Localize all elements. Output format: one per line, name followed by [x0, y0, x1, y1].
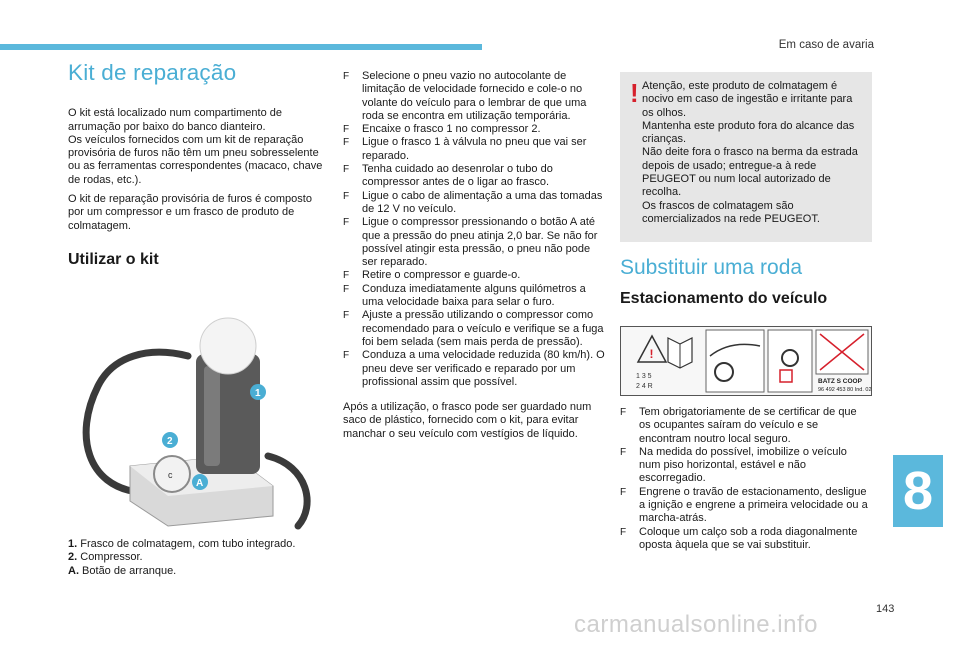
kit-composition-paragraph: O kit de reparação provisória de furos é composto por um compressor e um frasco de produto de colmatagem.	[68, 193, 312, 232]
page-number: 143	[876, 603, 895, 615]
list-item: F Engrene o travão de estacionamento, desligue a ignição e engrene a primeira velocidade ou a marcha-atrás.	[620, 485, 868, 525]
list-item: F Tem obrigatoriamente de se certificar de que os ocupantes saíram do veículo e se encontram noutro local seguro.	[620, 406, 857, 445]
column-1	[68, 60, 323, 266]
caption-1: 1. Frasco de colmatagem, com tubo integrado.	[68, 538, 296, 550]
svg-text:1 3 5: 1 3 5	[636, 373, 652, 380]
kit-title: Kit de reparação	[68, 60, 237, 85]
list-item: F Na medida do possível, imobilize o veículo num piso horizontal, estável e não escorregadio.	[620, 445, 847, 485]
use-kit-subtitle: Utilizar o kit	[68, 250, 159, 268]
warning-text: Atenção, este produto de colmatagem é nocivo em caso de ingestão e irritante para os olhos. Mantenha este produto fora do alcance das crianças. Não deite fora o frasco na berma da estrada depois de usado; entregue-a à rede PEUGEOT ou num local autorizado de recolha. Os frascos de colmatagem são comercializados na rede PEUGEOT.	[642, 80, 858, 225]
list-item: F Encaixe o frasco 1 no compressor 2.	[343, 123, 541, 136]
label-manufacturer: BATZ S COOP	[818, 378, 862, 385]
bullet-marker: F	[343, 310, 350, 322]
parking-steps-list	[620, 406, 870, 552]
list-item: F Ligue o cabo de alimentação a uma das tomadas de 12 V no veículo.	[343, 189, 603, 215]
warning-box	[620, 72, 872, 242]
kit-location-paragraph: O kit está localizado num compartimento de arrumação por baixo do banco dianteiro. Os veículos fornecidos com um kit de reparação provisória de furos não têm um pneu sobresselente ou as ferramentas correspondentes (macaco, chave de rodas, etc.).	[68, 107, 323, 186]
bullet-marker: F	[343, 270, 350, 282]
caption-a: A. Botão de arranque.	[68, 564, 177, 577]
bullet-marker: F	[620, 407, 627, 418]
bullet-marker: F	[620, 486, 627, 498]
parking-instructions-label	[620, 326, 872, 396]
figure-label-2: 2	[167, 436, 173, 447]
repair-steps-list	[343, 70, 605, 389]
warning-icon: !	[630, 78, 639, 108]
list-item: F Ligue o compressor pressionando o botão A até que a pressão do pneu atinja 2,0 bar. Se não for possível atingir esta pressão, o pneu não pode ser reparado.	[343, 216, 598, 269]
bullet-marker: F	[620, 526, 627, 538]
figure-label-1: 1	[255, 388, 261, 399]
after-use-paragraph: Após a utilização, o frasco pode ser guardado num saco de plástico, fornecido com o kit, para evitar manchar o seu veículo com vestígios de líquido.	[343, 401, 592, 440]
header-accent-bar	[0, 44, 482, 50]
list-item: F Coloque um calço sob a roda diagonalmente oposta àquela que se vai substituir.	[620, 525, 858, 551]
figure-label-a: A	[196, 478, 204, 489]
bullet-marker: F	[343, 124, 350, 136]
list-item: F Selecione o pneu vazio no autocolante de limitação de velocidade fornecido e cole-o no volante do veículo para o lembrar de que uma roda se encontra em utilização temporária.	[343, 70, 587, 122]
caption-2: 2. Compressor.	[68, 551, 143, 564]
column-2	[343, 70, 605, 447]
label-reference: 96 492 453 80 Ind. 02	[818, 387, 872, 393]
bullet-marker: F	[343, 350, 350, 362]
list-item: F Retire o compressor e guarde-o.	[343, 269, 521, 282]
bullet-marker: F	[343, 283, 350, 295]
list-item: F Ligue o frasco 1 à válvula no pneu que vai ser reparado.	[343, 136, 587, 162]
chapter-tab: 8	[893, 455, 943, 527]
bullet-marker: F	[620, 446, 627, 458]
list-item: F Conduza a uma velocidade reduzida (80 km/h). O pneu deve ser verificado e reparado por um profissional assim que possível.	[343, 349, 605, 388]
svg-text:!: !	[649, 347, 654, 361]
svg-text:2 4 R: 2 4 R	[636, 383, 653, 390]
figure-captions	[68, 538, 323, 578]
list-item: F Ajuste a pressão utilizando o compressor como recomendado para o veículo e verifique se a fuga foi bem selada (sem mais perda de pressão).	[343, 309, 604, 348]
change-wheel-title: Substituir uma roda	[620, 256, 803, 279]
bullet-marker: F	[343, 164, 350, 176]
parking-subtitle: Estacionamento do veículo	[620, 290, 828, 307]
repair-kit-illustration	[68, 316, 320, 530]
bullet-marker: F	[343, 190, 350, 202]
section-header: Em caso de avaria	[778, 39, 874, 51]
list-item: F Tenha cuidado ao desenrolar o tubo do compressor antes de o ligar ao frasco.	[343, 163, 553, 189]
parking-steps	[620, 406, 870, 552]
bullet-marker: F	[343, 217, 350, 229]
svg-text:c: c	[168, 470, 173, 480]
list-item: F Conduza imediatamente alguns quilómetros a uma velocidade baixa para selar o furo.	[343, 282, 586, 309]
bullet-marker: F	[343, 137, 350, 149]
watermark: carmanualsonline.info	[574, 611, 818, 638]
bullet-marker: F	[343, 71, 350, 82]
